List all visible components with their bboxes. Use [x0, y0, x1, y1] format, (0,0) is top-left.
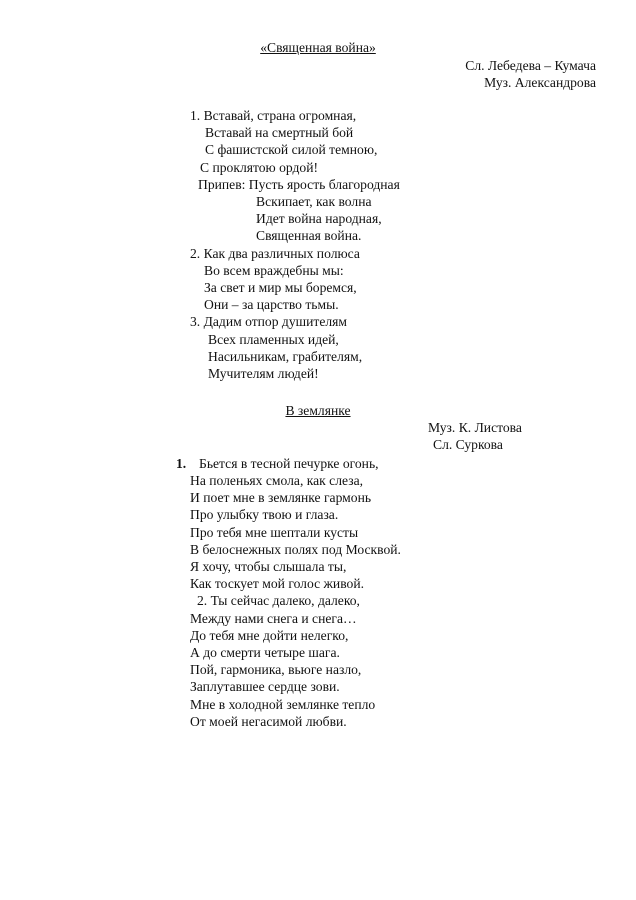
- song2-composer: Муз. К. Листова: [428, 420, 522, 435]
- song1-lyric-line: 1. Вставай, страна огромная,: [190, 108, 357, 123]
- song1-composer: Муз. Александрова: [484, 75, 596, 90]
- song1-lyric-line: С проклятою ордой!: [200, 159, 319, 175]
- song2-lyric-line: 2. Ты сейчас далеко, далеко,: [197, 593, 360, 609]
- song1-lyric-line: Идет война народная,: [256, 211, 382, 227]
- song2-lyric-line: Пой, гармоника, вьюге назло,: [190, 662, 362, 678]
- song2-lyric-line: Про тебя мне шептали кусты: [190, 524, 359, 540]
- song2-lyric-line: И поет мне в землянке гармонь: [190, 490, 372, 506]
- song1-lyric-line: Вставай на смертный бой: [205, 125, 354, 141]
- song1-lyric-line: Вскипает, как волна: [256, 194, 372, 209]
- song1-author: Сл. Лебедева – Кумача: [465, 58, 596, 73]
- song1-lyric-line: Они – за царство тьмы.: [204, 297, 339, 313]
- song2-verse1-first-line: [176, 455, 379, 472]
- song1-lyric-line: За свет и мир мы боремся,: [204, 280, 357, 295]
- song2-lyric-line: До тебя мне дойти нелегко,: [190, 627, 349, 643]
- song1-lyric-line: С фашистской силой темною,: [205, 142, 378, 158]
- song2-lyric-line: А до смерти четыре шага.: [190, 645, 340, 660]
- song1-lyric-line: Мучителям людей!: [208, 366, 319, 381]
- song2-author: Сл. Суркова: [433, 437, 503, 452]
- song2-lyric-line: Мне в холодной землянке тепло: [190, 696, 376, 712]
- song1-lyric-line: 3. Дадим отпор душителям: [190, 314, 347, 330]
- song2-lyric-line: На поленьях смола, как слеза,: [190, 473, 364, 488]
- song1-lyric-line: Припев: Пусть ярость благородная: [198, 176, 400, 192]
- song1-lyric-line: Священная война.: [256, 228, 362, 244]
- song1-lyric-line: 2. Как два различных полюса: [190, 245, 360, 261]
- song2-lyric-line: Я хочу, чтобы слышала ты,: [190, 559, 347, 574]
- song1-lyric-line: Насильникам, грабителям,: [208, 348, 363, 364]
- song2-title: В землянке: [285, 403, 351, 418]
- song2-lyric-line: От моей негасимой любви.: [190, 713, 347, 729]
- song2-lyric-line: Заплутавшее сердце зови.: [190, 679, 340, 695]
- song1-lyric-line: Всех пламенных идей,: [208, 331, 339, 347]
- song2-lyric-line: Про улыбку твою и глаза.: [190, 507, 339, 523]
- song2-verse1-first-text: Бьется в тесной печурке огонь,: [199, 456, 379, 471]
- song2-lyric-line: Как тоскует мой голос живой.: [190, 576, 364, 592]
- song2-verse1-number: 1.: [176, 456, 187, 471]
- song1-title: «Священная война»: [260, 40, 376, 55]
- song1-lyric-line: Во всем враждебны мы:: [204, 262, 344, 278]
- song2-lyric-line: Между нами снега и снега…: [190, 610, 357, 626]
- song2-lyric-line: В белоснежных полях под Москвой.: [190, 541, 401, 557]
